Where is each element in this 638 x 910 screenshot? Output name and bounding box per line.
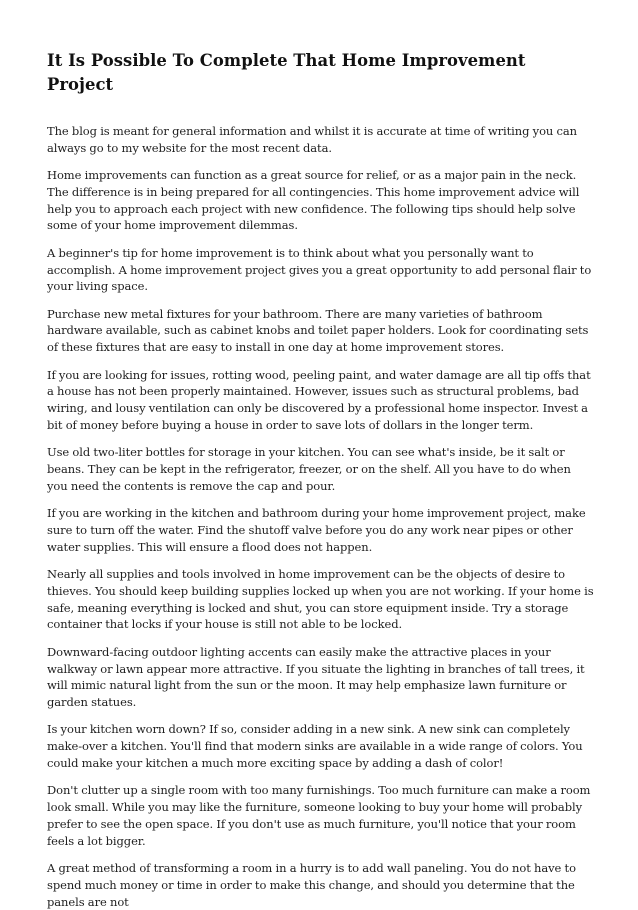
paragraph-outdoor-lighting: Downward-facing outdoor lighting accents can easily make the attractive places in your walkway or lawn appear more attractive. If you situate the lighting in branches of tall trees, it will mimic natural light from the sun or the moon. It may help emphasize lawn furniture or garden statues.: [47, 644, 585, 710]
paragraph-bottle-storage: Use old two-liter bottles for storage in your kitchen. You can see what's inside, be it salt or beans. They can be kept in the refrigerator, freezer, or on the shelf. All you have to do when you need the contents is remove the cap and pour.: [47, 445, 571, 493]
paragraph-bathroom-fixtures: Purchase new metal fixtures for your bathroom. There are many varieties of bathroom hardware available, such as cabinet knobs and toilet paper holders. Look for coordinating sets of these fixtures that are easy to install in one day at home improvement stores.: [47, 306, 589, 355]
paragraph-furniture-clutter: Don't clutter up a single room with too many furnishings. Too much furniture can make a room look small. While you may like the furniture, someone looking to buy your home will probably prefer to see the open space. If you don't use as much furniture, you'll notice that your room feels a lot bigger.: [47, 783, 591, 848]
paragraph-theft-prevention: Nearly all supplies and tools involved in home improvement can be the objects of desire to thieves. You should keep building supplies locked up when you are not working. If your home is safe, meaning everything is locked and shut, you can store equipment inside. Try a storage container that locks if your house is still not able to be locked.: [47, 567, 594, 632]
paragraph-water-shutoff: If you are working in the kitchen and bathroom during your home improvement project, make sure to turn off the water. Find the shutoff valve before you do any work near pipes or other water supplies. This will ensure a flood does not happen.: [47, 506, 586, 554]
page-title: It Is Possible To Complete That Home Improvement Project: [47, 51, 526, 94]
paragraph-beginner-tip: A beginner's tip for home improvement is to think about what you personally want to accomplish. A home improvement project gives you a great opportunity to add personal flair to your living space.: [47, 245, 592, 294]
paragraph-house-inspection: If you are looking for issues, rotting wood, peeling paint, and water damage are all tip offs that a house has not been properly maintained. However, issues such as structural problems, bad wiring, and lousy ventilation can only be discovered by a professional home inspector. Invest a bit of money before buying a house in order to save lots of dollars in the longer term.: [47, 367, 591, 432]
paragraph-intro: Home improvements can function as a great source for relief, or as a major pain in the neck. The difference is in being prepared for all contingencies. This home improvement advice will help you to approach each project with new confidence. The following tips should help solve some of your home improvement dilemmas.: [47, 168, 580, 233]
paragraph-disclaimer: The blog is meant for general information and whilst it is accurate at time of writing you can always go to my website for the most recent data.: [47, 124, 577, 155]
paragraph-wall-paneling: A great method of transforming a room in a hurry is to add wall paneling. You do not have to spend much money or time in order to make this change, and should you determine that the panels are not: [47, 860, 576, 909]
paragraph-kitchen-sink: Is your kitchen worn down? If so, consider adding in a new sink. A new sink can completely make-over a kitchen. You'll find that modern sinks are available in a wide range of colors. You could make your kitchen a much more exciting space by adding a dash of color!: [47, 722, 583, 770]
